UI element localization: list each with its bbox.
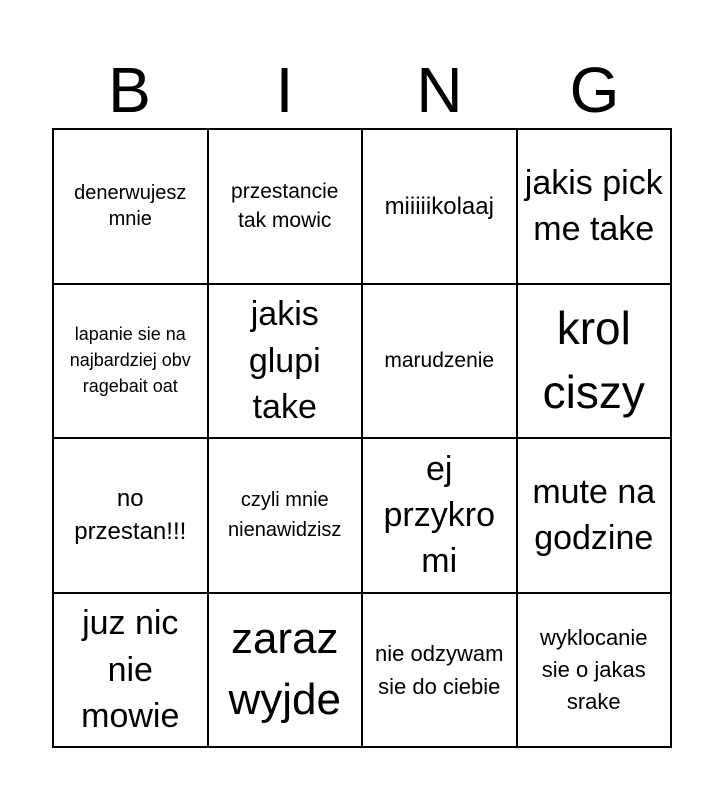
bingo-cell-text: jakis pick me take	[524, 164, 663, 249]
bingo-cell-text: marudzenie	[384, 348, 495, 372]
bingo-cell-r4c2[interactable]	[209, 594, 364, 749]
header-letter-i: I	[275, 54, 294, 126]
bingo-cell-text: wyklocanie sie o jakas srake	[539, 624, 648, 714]
bingo-cell-r4c4[interactable]	[518, 594, 673, 749]
bingo-cell-r2c3[interactable]	[363, 285, 518, 440]
bingo-cell-text: ej przykro mi	[383, 449, 495, 581]
bingo-cell-text: zaraz wyjde	[228, 614, 341, 724]
bingo-cell-r2c1[interactable]	[54, 285, 209, 440]
bingo-cell-r4c3[interactable]	[363, 594, 518, 749]
bingo-cell-text: przestancie tak mowic	[231, 179, 339, 233]
bingo-cell-text: juz nic nie mowie	[81, 604, 180, 735]
bingo-cell-text: jakis glupi take	[248, 295, 321, 426]
bingo-card-grid	[52, 128, 672, 748]
bingo-cell-r2c4[interactable]	[518, 285, 673, 440]
bingo-cell-r1c1[interactable]	[54, 130, 209, 285]
header-letter-b: B	[108, 54, 151, 126]
bingo-cell-text: krol ciszy	[542, 302, 645, 418]
bingo-cell-text: no przestan!!!	[74, 484, 187, 546]
bingo-cell-r4c1[interactable]	[54, 594, 209, 749]
bingo-cell-r3c2[interactable]	[209, 439, 364, 594]
bingo-cell-text: denerwujesz mnie	[74, 181, 187, 231]
header-letter-g: G	[569, 54, 620, 126]
header-letter-n: N	[416, 54, 463, 126]
bingo-cell-text: czyli mnie nienawidzisz	[228, 489, 342, 542]
bingo-cell-r1c4[interactable]	[518, 130, 673, 285]
bingo-cell-r1c3[interactable]	[363, 130, 518, 285]
bingo-cell-r3c4[interactable]	[518, 439, 673, 594]
bingo-cell-r1c2[interactable]	[209, 130, 364, 285]
bingo-cell-text: miiiiikolaaj	[384, 192, 494, 220]
bingo-cell-text: mute na godzine	[532, 473, 656, 558]
bingo-cell-text: nie odzywam sie do ciebie	[375, 640, 504, 699]
bingo-header	[52, 52, 672, 128]
bingo-cell-r3c1[interactable]	[54, 439, 209, 594]
bingo-cell-r3c3[interactable]	[363, 439, 518, 594]
bingo-cell-r2c2[interactable]	[209, 285, 364, 440]
bingo-cell-text: lapanie sie na najbardziej obv ragebait oat	[69, 324, 191, 396]
